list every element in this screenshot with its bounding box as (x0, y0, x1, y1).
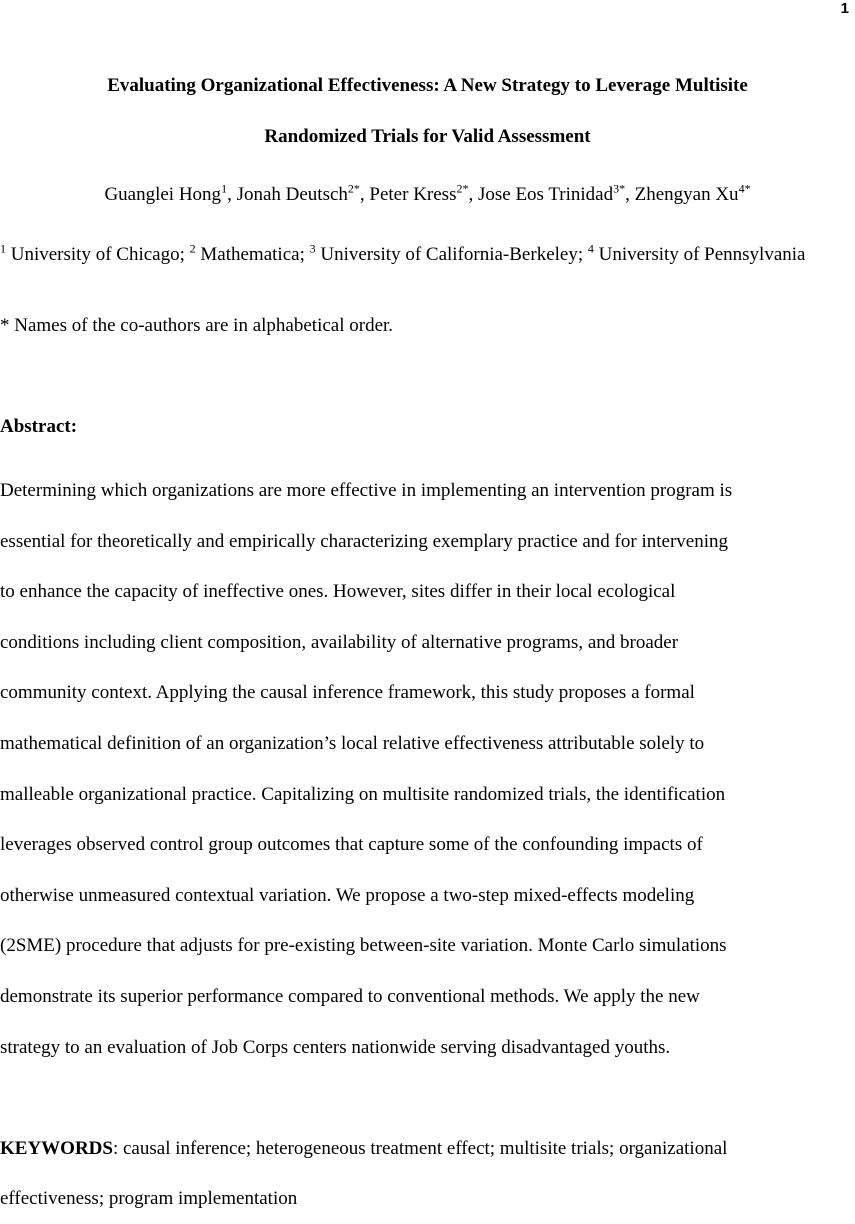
abstract-line: essential for theoretically and empirically characterizing exemplary practice and for intervening (0, 530, 728, 552)
affiliation-list (0, 240, 830, 269)
abstract-line: Determining which organizations are more effective in implementing an intervention program is (0, 480, 733, 501)
abstract-line: leverages observed control group outcomes that capture some of the confounding impacts of (0, 834, 703, 856)
coauthor-note: * Names of the co-authors are in alphabetical order. (0, 315, 394, 336)
keywords-section (0, 1124, 855, 1224)
affiliation: University of California-Berkeley; (320, 244, 584, 265)
abstract-line: to enhance the capacity of ineffective ones. However, sites differ in their local ecological (0, 581, 676, 603)
author: Guanglei Hong (104, 184, 222, 205)
author-mark: 3* (613, 181, 626, 196)
affiliation-mark: 3 (309, 241, 316, 256)
abstract-line: malleable organizational practice. Capitalizing on multisite randomized trials, the identification (0, 783, 726, 805)
author: Zhengyan Xu (634, 184, 739, 205)
keywords-line-2: effectiveness; program implementation (0, 1188, 298, 1209)
author-mark: 2* (347, 181, 360, 196)
title-line-1: Evaluating Organizational Effectiveness: A New Strategy to Leverage Multisite (107, 75, 748, 96)
abstract-heading: Abstract: (0, 416, 78, 437)
title-line-2: Randomized Trials for Valid Assessment (264, 126, 591, 147)
author-list: Guanglei Hong$^1$, Jonah Deutsch$^{2*}$, Peter Kress$^{2*}$, Jose Eos Trinidad$^{3*}$, Zhengyan $Xu^{4*}$ (104, 181, 751, 205)
keywords-label: KEYWORDS (0, 1138, 113, 1159)
page-number: 1 (840, 0, 849, 17)
affiliation: Mathematica; (200, 244, 305, 265)
keywords-line-1 (0, 1124, 855, 1174)
abstract-line: (2SME) procedure that adjusts for pre-existing between-site variation. Monte Carlo simulations (0, 935, 727, 957)
keywords-text: : causal inference; heterogeneous treatment effect; multisite trials; organizational (112, 1138, 728, 1159)
author: Jonah Deutsch (236, 184, 348, 205)
abstract-line: strategy to an evaluation of Job Corps centers nationwide serving disadvantaged youths. (0, 1036, 671, 1058)
author-mark: 2* (456, 181, 469, 196)
abstract-line: otherwise unmeasured contextual variation. We propose a two-step mixed-effects modeling (0, 884, 695, 906)
affiliation-mark: 2 (189, 241, 196, 256)
author: Jose Eos Trinidad (477, 184, 614, 205)
paper-title (0, 60, 855, 162)
abstract-line: community context. Applying the causal inference framework, this study proposes a formal (0, 682, 695, 704)
affiliation: University of Pennsylvania (598, 244, 806, 265)
abstract-line: conditions including client composition, availability of alternative programs, and broader (0, 631, 679, 653)
abstract-line: demonstrate its superior performance compared to conventional methods. We apply the new (0, 985, 700, 1007)
author: Peter Kress (369, 184, 457, 205)
author-mark: 4* (738, 181, 751, 196)
affiliation: University of Chicago; (10, 244, 185, 265)
affiliation-mark: 1 (0, 241, 6, 256)
author-mark: 1 (221, 181, 228, 196)
affiliation-mark: 4 (587, 241, 594, 256)
abstract-body (0, 466, 855, 1073)
abstract-line: mathematical definition of an organization’s local relative effectiveness attributable solely to (0, 732, 705, 754)
